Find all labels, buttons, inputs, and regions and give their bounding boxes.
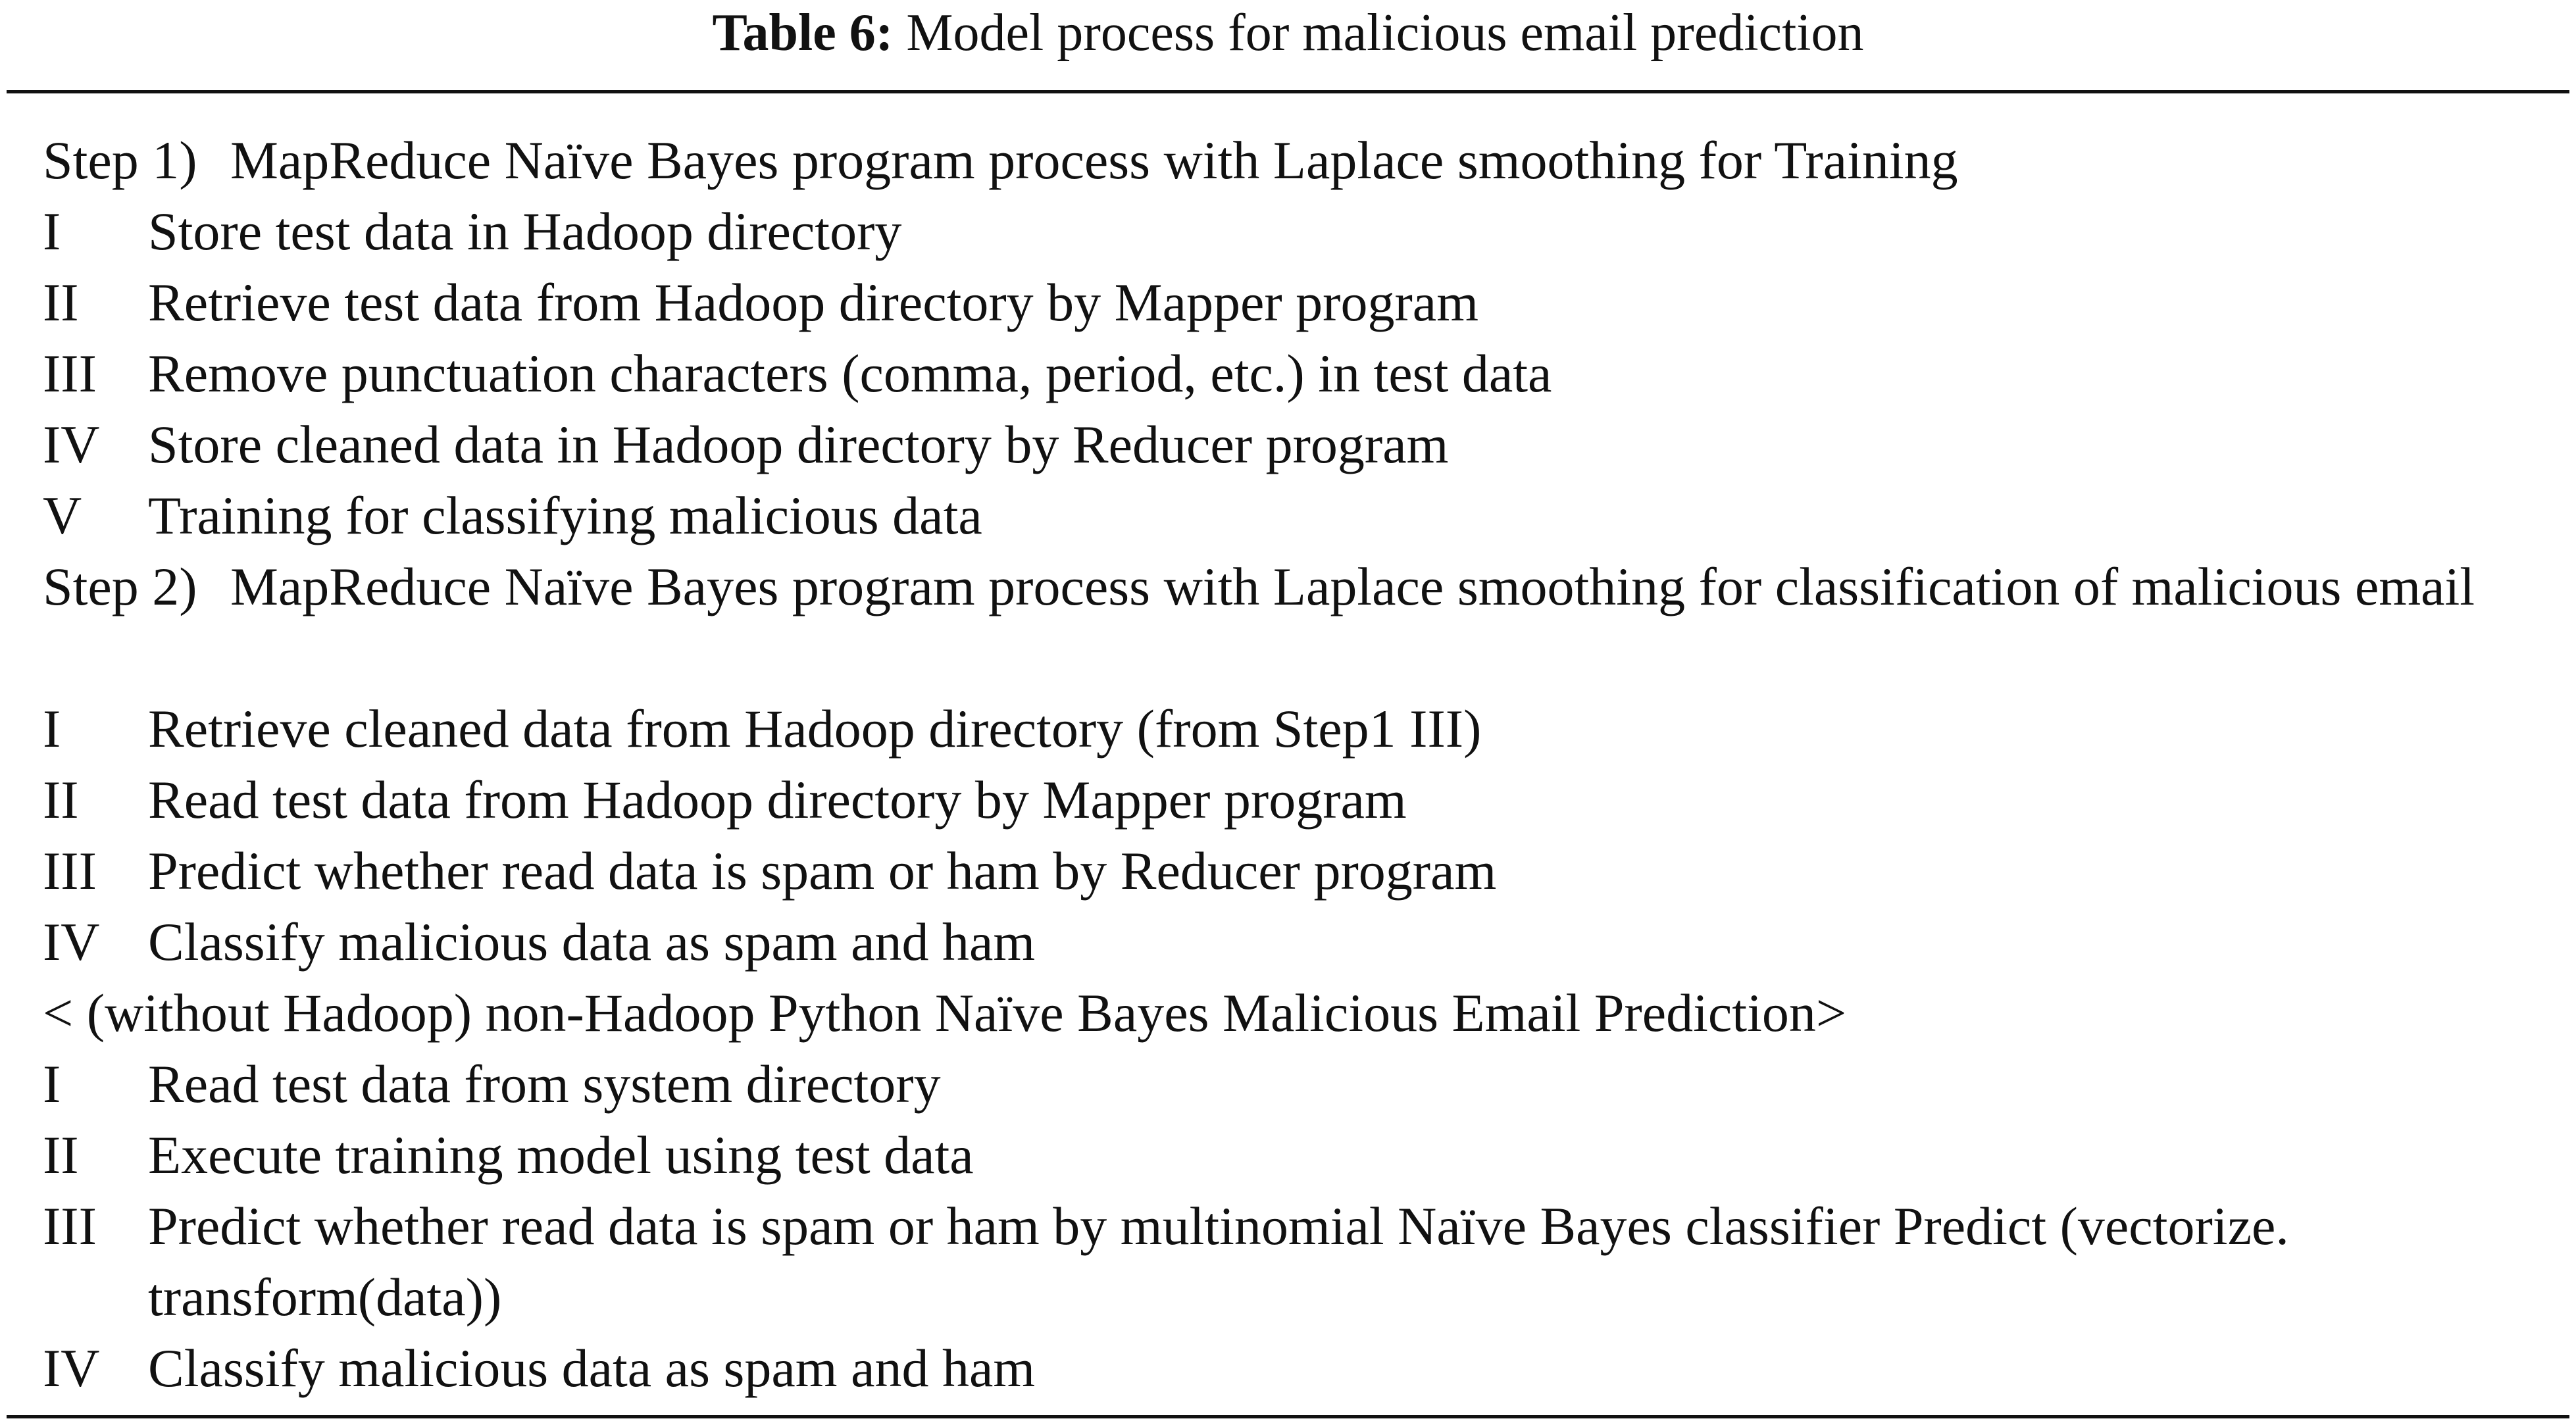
item-text: Predict whether read data is spam or ham by multinomial Naïve Bayes classifier Predict (vectorize. transform(data)) bbox=[148, 1196, 2289, 1327]
list-item bbox=[43, 1049, 2569, 1120]
step-label: Step 2) bbox=[43, 557, 197, 616]
top-rule bbox=[7, 90, 2569, 93]
step-row bbox=[43, 551, 2569, 693]
item-text: Remove punctuation characters (comma, period, etc.) in test data bbox=[148, 343, 1552, 403]
list-item bbox=[43, 196, 2569, 267]
step-text: MapReduce Naïve Bayes program process with Laplace smoothing for Training bbox=[230, 130, 1958, 190]
table-body bbox=[43, 125, 2569, 1404]
table-caption bbox=[0, 0, 2576, 72]
section-heading-row bbox=[43, 978, 2569, 1049]
item-text: Retrieve test data from Hadoop directory by Mapper program bbox=[148, 272, 1478, 332]
item-text: Store test data in Hadoop directory bbox=[148, 201, 902, 261]
list-item bbox=[43, 409, 2569, 480]
item-text: Classify malicious data as spam and ham bbox=[148, 1338, 1036, 1398]
item-numeral: I bbox=[43, 699, 61, 759]
item-numeral: I bbox=[43, 1054, 61, 1114]
list-item bbox=[43, 1191, 2569, 1333]
list-item bbox=[43, 836, 2569, 907]
item-numeral: III bbox=[43, 841, 97, 901]
list-item bbox=[43, 480, 2569, 551]
section-heading: < (without Hadoop) non-Hadoop Python Naïve Bayes Malicious Email Prediction> bbox=[43, 983, 1847, 1043]
list-item bbox=[43, 764, 2569, 836]
list-item bbox=[43, 267, 2569, 338]
item-numeral: IV bbox=[43, 1338, 100, 1398]
item-numeral: III bbox=[43, 1196, 97, 1256]
item-numeral: II bbox=[43, 770, 79, 830]
item-numeral: I bbox=[43, 201, 61, 261]
list-item bbox=[43, 907, 2569, 978]
item-text: Read test data from system directory bbox=[148, 1054, 941, 1114]
item-numeral: IV bbox=[43, 912, 100, 972]
bottom-rule bbox=[7, 1415, 2569, 1418]
item-numeral: II bbox=[43, 1125, 79, 1185]
item-text: Read test data from Hadoop directory by Mapper program bbox=[148, 770, 1407, 830]
item-text: Classify malicious data as spam and ham bbox=[148, 912, 1036, 972]
item-text: Training for classifying malicious data bbox=[148, 486, 982, 545]
item-numeral: IV bbox=[43, 414, 100, 474]
step-row bbox=[43, 125, 2569, 196]
step-label: Step 1) bbox=[43, 130, 197, 190]
item-text: Retrieve cleaned data from Hadoop directory (from Step1 III) bbox=[148, 699, 1482, 759]
item-numeral: V bbox=[43, 486, 82, 545]
list-item bbox=[43, 693, 2569, 764]
item-text: Store cleaned data in Hadoop directory by Reducer program bbox=[148, 414, 1449, 474]
item-numeral: II bbox=[43, 272, 79, 332]
table-number: Table 6: bbox=[712, 4, 894, 62]
item-text: Execute training model using test data bbox=[148, 1125, 974, 1185]
list-item bbox=[43, 1120, 2569, 1191]
list-item bbox=[43, 338, 2569, 409]
step-text: MapReduce Naïve Bayes program process with Laplace smoothing for classification of malicious email bbox=[230, 557, 2475, 616]
table-title: Model process for malicious email prediction bbox=[906, 4, 1864, 62]
item-text: Predict whether read data is spam or ham by Reducer program bbox=[148, 841, 1497, 901]
list-item bbox=[43, 1333, 2569, 1404]
item-numeral: III bbox=[43, 343, 97, 403]
